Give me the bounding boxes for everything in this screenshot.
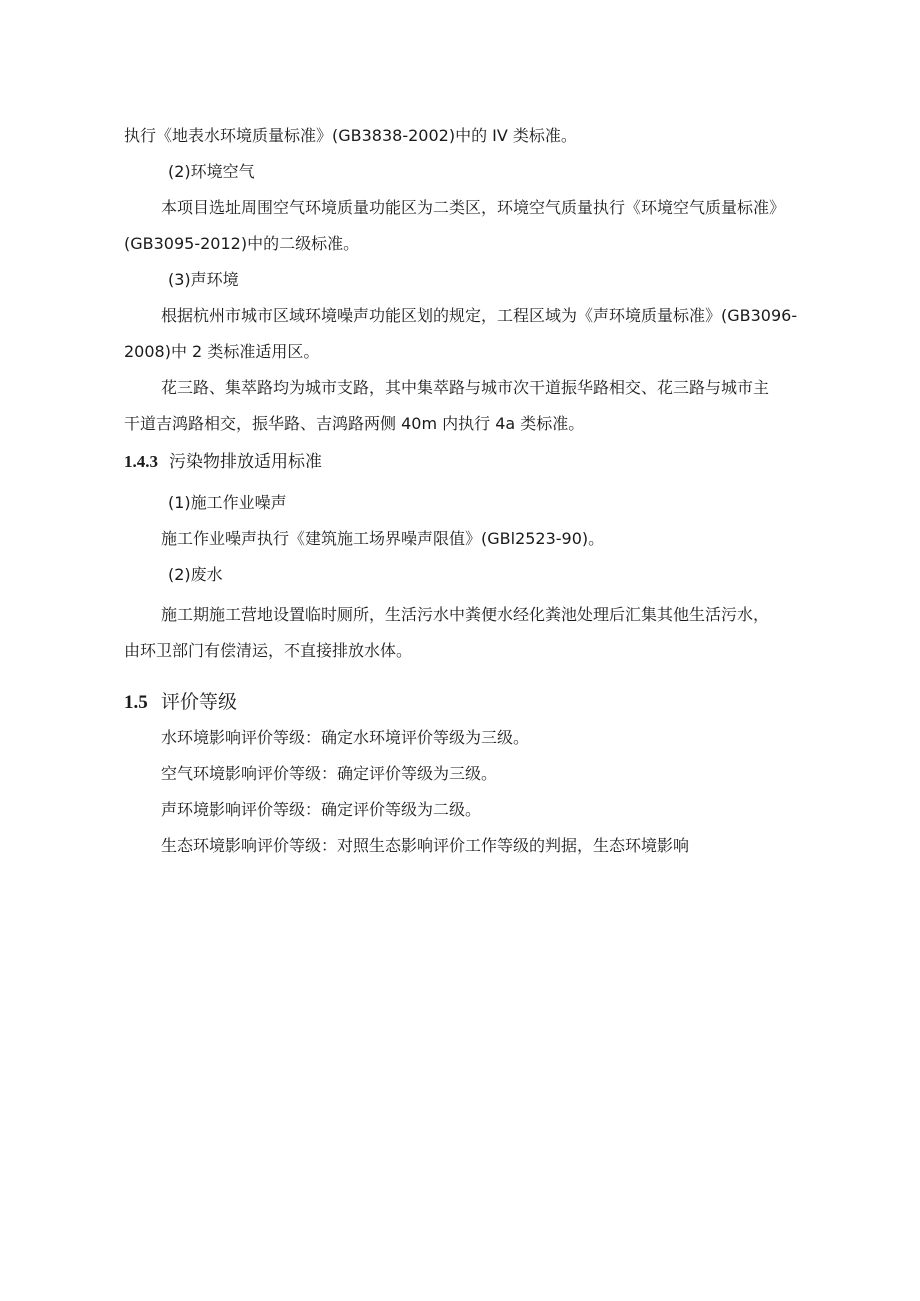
body-text-line: 由环卫部门有偿清运，不直接排放水体。 [124,641,413,660]
section-number: 1.5 [124,692,148,713]
section-number: 1.4.3 [124,452,158,471]
body-text-line: 声环境影响评价等级：确定评价等级为二级。 [161,800,482,819]
section-heading-1-5 [124,690,237,715]
body-text-line: (GB3095-2012)中的二级标准。 [124,234,360,253]
body-text-line: 干道吉鸿路相交，振华路、吉鸿路两侧 40m 内执行 4a 类标准。 [124,414,585,433]
item-heading-wastewater: (2)废水 [168,565,223,584]
body-text-line: 施工作业噪声执行《建筑施工场界噪声限值》(GBl2523-90)。 [161,529,605,548]
section-title: 污染物排放适用标准 [169,452,322,472]
item-heading-air: (2)环境空气 [168,162,255,181]
item-heading-construction-noise: (1)施工作业噪声 [168,493,287,512]
body-text-line: 施工期施工营地设置临时厕所，生活污水中粪便水经化粪池处理后汇集其他生活污水， [161,605,770,624]
section-heading-1-4-3 [124,451,322,473]
body-text-line: 花三路、集萃路均为城市支路，其中集萃路与城市次干道振华路相交、花三路与城市主 [161,378,770,397]
body-text-line: 生态环境影响评价等级：对照生态影响评价工作等级的判据，生态环境影响 [161,836,690,855]
item-heading-noise: (3)声环境 [168,270,239,289]
body-text-line: 空气环境影响评价等级：确定评价等级为三级。 [161,764,498,783]
body-text-line: 水环境影响评价等级：确定水环境评价等级为三级。 [161,728,530,747]
section-title: 评价等级 [161,691,238,713]
body-text-line: 根据杭州市城市区域环境噪声功能区划的规定，工程区域为《声环境质量标准》(GB3096- [161,306,798,325]
body-text-line: 本项目选址周围空气环境质量功能区为二类区，环境空气质量执行《环境空气质量标准》 [161,198,786,217]
body-text-line: 执行《地表水环境质量标准》(GB3838-2002)中的 IV 类标准。 [124,126,577,145]
body-text-line: 2008)中 2 类标准适用区。 [124,342,320,361]
